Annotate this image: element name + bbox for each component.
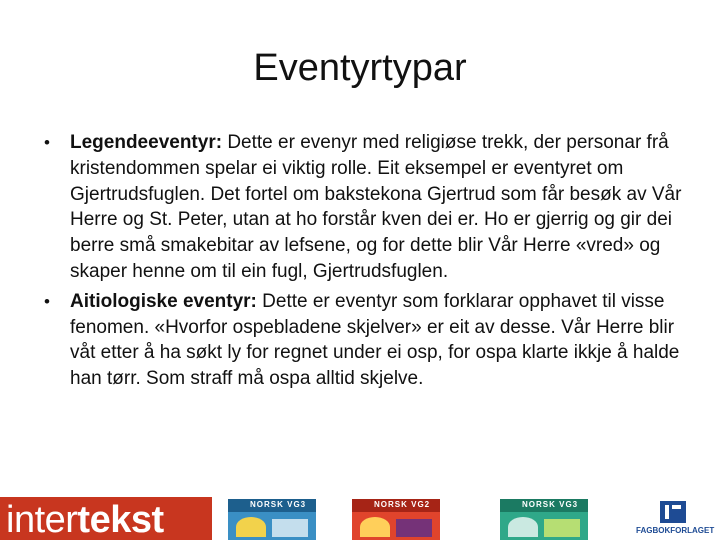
cover-label: NORSK VG2 bbox=[374, 500, 431, 509]
brand-wordmark bbox=[6, 498, 164, 540]
book-cover-image bbox=[352, 499, 440, 540]
cover-label: NORSK VG3 bbox=[250, 500, 307, 509]
cover-art bbox=[236, 517, 266, 537]
publisher-name: FAGBOKFORLAGET bbox=[636, 526, 715, 535]
book-cover-image bbox=[500, 499, 588, 540]
bullet-icon: • bbox=[44, 291, 50, 311]
publisher-icon bbox=[660, 501, 686, 523]
cover-art bbox=[508, 517, 538, 537]
bullet-item bbox=[36, 289, 686, 392]
cover-label: NORSK VG3 bbox=[522, 500, 579, 509]
slide-body bbox=[36, 130, 686, 396]
book-cover-image bbox=[228, 499, 316, 540]
bullet-item bbox=[36, 130, 686, 285]
bullet-term: Aitiologiske eventyr: bbox=[70, 290, 257, 312]
brand-bold-text: tekst bbox=[77, 499, 164, 540]
footer-bar bbox=[0, 497, 720, 540]
cover-art bbox=[272, 519, 308, 537]
cover-art bbox=[360, 517, 390, 537]
cover-art bbox=[396, 519, 432, 537]
bullet-text: Dette er evenyr med religiøse trekk, der personar frå kristendommen spelar ei viktig rolle. Eit eksempel er eventyret om Gjertrudsfuglen. Det fortel om bakstekona Gjertrud som får besøk av Vår Herre og St. Peter, utan at ho forstår kven dei er. Ho er gjerrig og gir dei berre små smakebitar av lefsene, og for dette blir Vår Herre «vred» og skaper henne om til ein fugl, Gjertrudsfuglen. bbox=[70, 132, 682, 282]
intertekst-logo bbox=[0, 497, 212, 540]
bullet-icon: • bbox=[44, 133, 50, 152]
slide-title: Eventyrtypar bbox=[253, 47, 467, 89]
cover-art bbox=[544, 519, 580, 537]
brand-light-text: inter bbox=[6, 499, 78, 540]
publisher-logo bbox=[636, 499, 715, 540]
bullet-text: Dette er eventyr som forklarar opphavet til visse fenomen. «Hvorfor ospebladene skjelver» er eit av desse. Vår Herre blir våt etter å ha søkt ly for regnet under ei osp, for ospa klarte ikkje å halde han tørr. Som straff må ospa alltid skjelve. bbox=[70, 290, 680, 390]
bullet-term: Legendeeventyr: bbox=[70, 132, 223, 153]
